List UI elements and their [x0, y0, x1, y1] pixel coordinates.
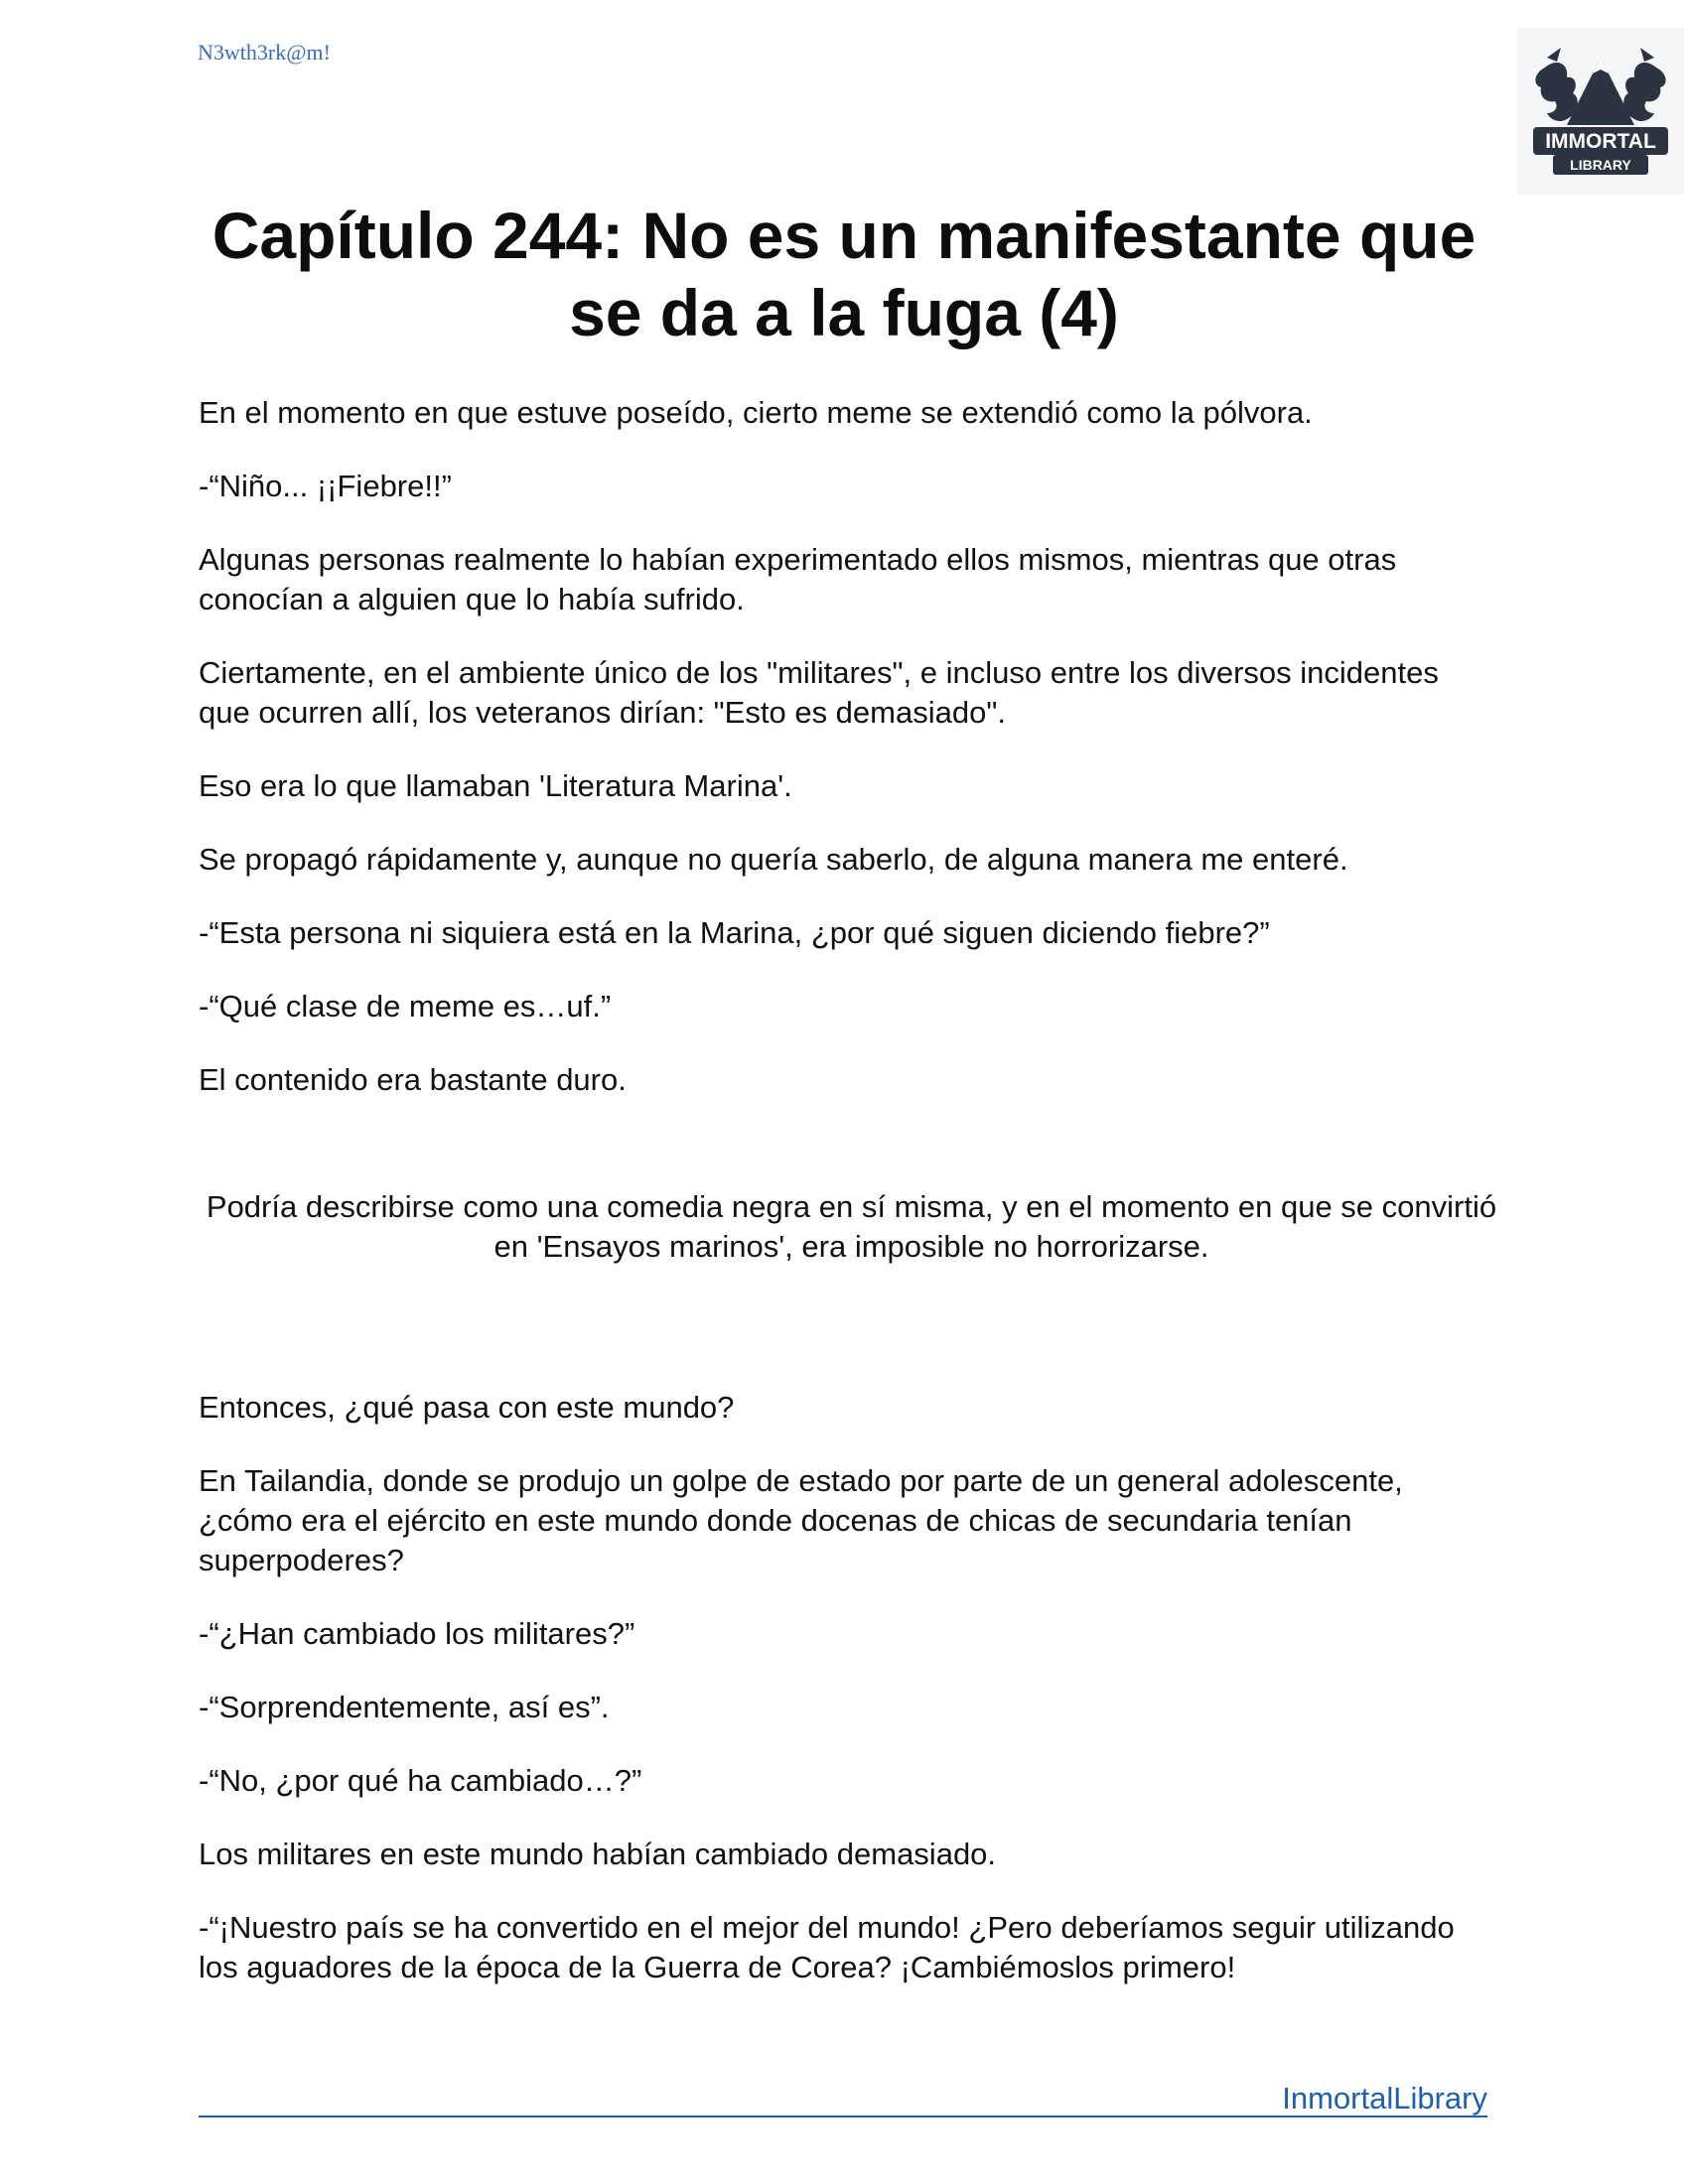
paragraph: En Tailandia, donde se produjo un golpe de estado por parte de un general adolescente, ¿cómo era el ejército en este mundo donde docenas de chicas de secundaria tenían superpoderes?: [199, 1463, 1403, 1577]
paragraph: -“Esta persona ni siquiera está en la Marina, ¿por qué siguen diciendo fiebre?”: [199, 915, 1270, 950]
footer-link[interactable]: InmortalLibrary: [1282, 2081, 1487, 2116]
paragraph: -“Niño... ¡¡Fiebre!!”: [199, 469, 452, 503]
paragraph: El contenido era bastante duro.: [199, 1062, 627, 1097]
paragraph: -“¡Nuestro país se ha convertido en el mejor del mundo! ¿Pero deberíamos seguir utilizando los aguadores de la época de la Guerra de Corea? ¡Cambiémoslos primero!: [199, 1910, 1455, 1984]
immortal-library-logo: [1517, 28, 1684, 195]
footer-divider: [199, 2116, 1487, 2117]
svg-text:IMMORTAL: IMMORTAL: [1545, 130, 1656, 153]
paragraph: Entonces, ¿qué pasa con este mundo?: [199, 1390, 735, 1425]
paragraph: Ciertamente, en el ambiente único de los "militares", e incluso entre los diversos incidentes que ocurren allí, los veteranos dirían: "Esto es demasiado".: [199, 655, 1439, 730]
paragraph: En el momento en que estuve poseído, cierto meme se extendió como la pólvora.: [199, 395, 1313, 430]
paragraph: Eso era lo que llamaban 'Literatura Marina'.: [199, 768, 792, 803]
chapter-title: Capítulo 244: No es un manifestante que se da a la fuga (4): [211, 199, 1477, 349]
paragraph: -“Sorprendentemente, así es”.: [199, 1690, 610, 1724]
chapter-body: [199, 393, 1497, 2021]
svg-text:LIBRARY: LIBRARY: [1570, 157, 1631, 173]
centered-paragraph: Podría describirse como una comedia negra en sí misma, y en el momento en que se convirtió en 'Ensayos marinos', era imposible no horrorizarse.: [206, 1189, 1497, 1264]
paragraph: Algunas personas realmente lo habían experimentado ellos mismos, mientras que otras conocían a alguien que lo había sufrido.: [199, 542, 1397, 616]
paragraph: -“No, ¿por qué ha cambiado…?”: [199, 1763, 642, 1798]
watermark-text: N3wth3rk@m!: [198, 40, 331, 65]
paragraph: Los militares en este mundo habían cambiado demasiado.: [199, 1837, 997, 1871]
paragraph: -“Qué clase de meme es…uf.”: [199, 989, 612, 1024]
paragraph: Se propagó rápidamente y, aunque no quería saberlo, de alguna manera me enteré.: [199, 842, 1348, 877]
paragraph: -“¿Han cambiado los militares?”: [199, 1616, 635, 1651]
